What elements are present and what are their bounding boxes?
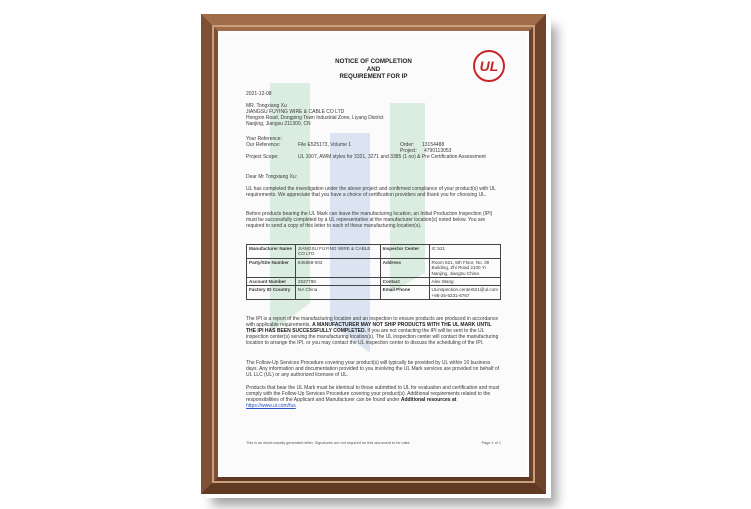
order-label: Order: bbox=[400, 142, 415, 149]
paragraph-1: UL has completed the investigation under the above project and confirmed compliance of your product(s) with UL requirements. We appreciate that you have a choice of certification providers and thank you for choosing UL. bbox=[246, 186, 496, 199]
paragraph-3-warning: A MANUFACTURER MAY NOT SHIP PRODUCTS WITH THE UL MARK UNTIL THE IPI HAS BEEN SUCCESSFULLY COMPLETED. bbox=[246, 322, 492, 335]
manufacturer-label: Manufacturer Name bbox=[247, 245, 296, 259]
footer-note: This is an electronically generated letter. Signatures are not required for this document to be valid. bbox=[246, 441, 411, 445]
title-line-1: NOTICE OF COMPLETION bbox=[335, 58, 412, 65]
contact-value: Alex Wang bbox=[429, 278, 500, 286]
inspector-value: IC 521 bbox=[429, 245, 500, 259]
recipient-address-1: Hongxin Road, Dongping Town Industrial Zone, Liyang District bbox=[246, 115, 384, 122]
certificate-document bbox=[220, 33, 527, 476]
ul-logo-text: UL bbox=[479, 58, 499, 74]
table-row bbox=[247, 245, 501, 259]
manufacturer-table-wrap bbox=[246, 244, 501, 300]
date-line: 2021-12-08 bbox=[246, 91, 272, 97]
project-value: 4790113053 bbox=[424, 148, 452, 155]
recipient-name: MR. Tongxiang Xu bbox=[246, 103, 287, 109]
email-value: ULinspection.center521@ul.com +86-25-5231-6767 bbox=[429, 286, 500, 300]
page-number: Page 1 of 1 bbox=[481, 441, 501, 445]
manufacturer-value: JIANGSU FUYING WIRE & CABLE CO LTD bbox=[295, 245, 380, 259]
party-value: 845858-002 bbox=[295, 258, 380, 277]
title-line-2: AND bbox=[366, 65, 381, 73]
paragraph-3-a: The IPI is a report of the manufacturing location and an inspection to ensure products are produced in accordance with applicable requirements. bbox=[246, 316, 499, 329]
project-scope-label: Project Scope: bbox=[246, 154, 279, 161]
our-reference-value: File E525173, Volume 1 bbox=[298, 142, 352, 149]
account-label: Account Number bbox=[247, 278, 296, 286]
recipient-company: JIANGSU FUYING WIRE & CABLE CO LTD bbox=[246, 109, 345, 116]
footer bbox=[246, 440, 501, 446]
fus-link[interactable]: https://www.ul.com/fus bbox=[246, 403, 296, 410]
party-label: Party/Site Number bbox=[247, 258, 296, 277]
manufacturer-table bbox=[246, 244, 501, 300]
table-row bbox=[247, 286, 501, 300]
paragraph-3-c: If you are not contacting the IPI will be sent to the UL inspection center(s) serving the manufacturing location(s). The UL inspection center will contact the manufacturing location to arrange the IPI, or you may contact the UL inspection center to discuss the scheduling of the IPI. bbox=[246, 328, 499, 347]
recipient-address-2: Nanjing, Jiangsu 211300, CN bbox=[246, 121, 311, 128]
paragraph-2: Before products bearing the UL Mark can leave the manufacturing location, an Initial Production Inspection (IPI) must be successfully completed by a UL representative at the manufacturer location(s) noted below. You are required to send a copy of this letter to each of these manufacturing location(s). bbox=[246, 211, 493, 230]
address-value: Room 521, 5th Floor, No. 39 Building, Zhi Road 2100 Yi Nanjing, Jiangsu China bbox=[429, 258, 500, 277]
recipient-block bbox=[246, 103, 501, 127]
ul-logo bbox=[472, 49, 506, 83]
project-scope-value: UL 1007, AWM styles for 3321, 3271 and 3385 (1 no) & Pre Certification Assessment bbox=[298, 154, 486, 161]
address-label: Address bbox=[380, 258, 429, 277]
table-row bbox=[247, 278, 501, 286]
factory-label: Factory ID Country bbox=[247, 286, 296, 300]
project-label: Project: bbox=[400, 148, 417, 155]
title-line-3: REQUIREMENT FOR IP bbox=[339, 73, 408, 80]
order-value: 13154488 bbox=[422, 142, 445, 149]
paragraph-3 bbox=[246, 316, 501, 346]
paragraph-4: The Follow-Up Services Procedure covering your product(s) will typically be provided by UL within 10 business days. Any information and documentation provided to you involving the UL Mark services are provided on behalf of UL LLC (UL) or any authorized licensee of UL. bbox=[246, 360, 500, 379]
email-label: Email Phone bbox=[380, 286, 429, 300]
paragraph-5 bbox=[246, 385, 501, 409]
salutation: Dear Mr Tongxiang Xu: bbox=[246, 174, 298, 180]
our-reference-label: Our Reference: bbox=[246, 142, 281, 149]
contact-label: Contact bbox=[380, 278, 429, 286]
your-reference-label: Your Reference: bbox=[246, 136, 282, 142]
table-row bbox=[247, 258, 501, 277]
factory-value: NA China bbox=[295, 286, 380, 300]
reference-block bbox=[246, 136, 501, 160]
additional-resources-label: Additional resources at bbox=[400, 397, 457, 404]
inspector-label: Inspector Center bbox=[380, 245, 429, 259]
paragraph-5-text: Products that bear the UL Mark must be identical to those submitted to UL for evaluation and certification and must comply with the Follow-Up Services Procedure covering your product(s). Additional requirements related to the responsibilities of the Applicant and Manufacturer can be found under bbox=[246, 385, 500, 404]
account-value: 2537788 bbox=[295, 278, 380, 286]
